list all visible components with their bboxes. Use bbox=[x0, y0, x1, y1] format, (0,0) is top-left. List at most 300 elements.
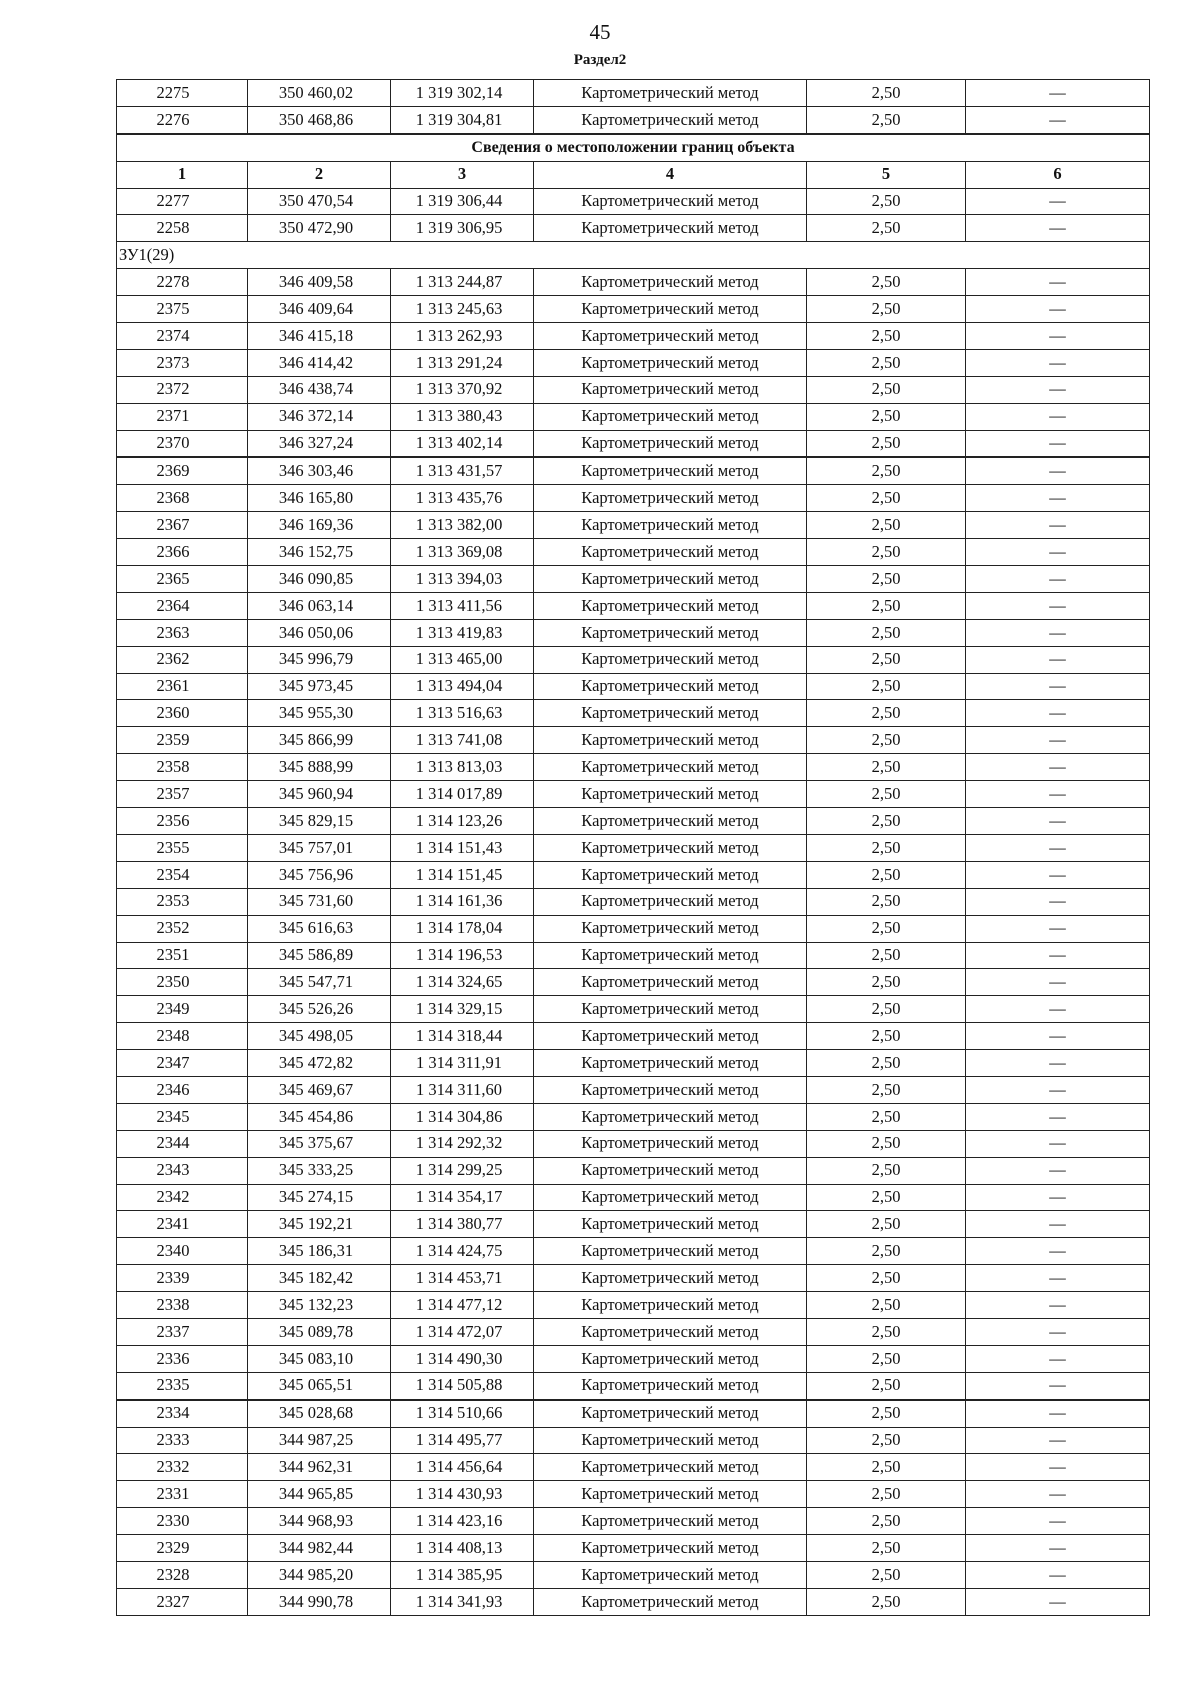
column-header: 2 bbox=[248, 161, 391, 188]
table-row bbox=[117, 188, 1150, 215]
table-row bbox=[117, 673, 1150, 700]
x-coordinate-cell: 345 498,05 bbox=[248, 1023, 391, 1050]
accuracy-cell: 2,50 bbox=[807, 1454, 966, 1481]
x-coordinate-cell: 346 152,75 bbox=[248, 539, 391, 566]
y-coordinate-cell: 1 314 161,36 bbox=[391, 888, 534, 915]
point-number-cell: 2358 bbox=[117, 754, 248, 781]
point-number-cell: 2338 bbox=[117, 1292, 248, 1319]
method-cell: Картометрический метод bbox=[534, 1103, 807, 1130]
method-cell: Картометрический метод bbox=[534, 754, 807, 781]
description-cell: — bbox=[966, 1400, 1150, 1427]
description-cell: — bbox=[966, 457, 1150, 484]
y-coordinate-cell: 1 314 341,93 bbox=[391, 1588, 534, 1615]
table-caption-row bbox=[117, 134, 1150, 161]
table-row bbox=[117, 700, 1150, 727]
table-row bbox=[117, 1588, 1150, 1615]
y-coordinate-cell: 1 314 292,32 bbox=[391, 1130, 534, 1157]
accuracy-cell: 2,50 bbox=[807, 1103, 966, 1130]
point-number-cell: 2347 bbox=[117, 1050, 248, 1077]
y-coordinate-cell: 1 313 402,14 bbox=[391, 430, 534, 457]
x-coordinate-cell: 345 472,82 bbox=[248, 1050, 391, 1077]
point-number-cell: 2344 bbox=[117, 1130, 248, 1157]
x-coordinate-cell: 350 472,90 bbox=[248, 215, 391, 242]
method-cell: Картометрический метод bbox=[534, 646, 807, 673]
x-coordinate-cell: 345 375,67 bbox=[248, 1130, 391, 1157]
point-number-cell: 2334 bbox=[117, 1400, 248, 1427]
y-coordinate-cell: 1 313 394,03 bbox=[391, 566, 534, 593]
point-number-cell: 2345 bbox=[117, 1103, 248, 1130]
accuracy-cell: 2,50 bbox=[807, 781, 966, 808]
accuracy-cell: 2,50 bbox=[807, 269, 966, 296]
x-coordinate-cell: 345 586,89 bbox=[248, 942, 391, 969]
accuracy-cell: 2,50 bbox=[807, 1292, 966, 1319]
accuracy-cell: 2,50 bbox=[807, 808, 966, 835]
x-coordinate-cell: 345 888,99 bbox=[248, 754, 391, 781]
y-coordinate-cell: 1 314 477,12 bbox=[391, 1292, 534, 1319]
accuracy-cell: 2,50 bbox=[807, 996, 966, 1023]
table-row bbox=[117, 80, 1150, 107]
description-cell: — bbox=[966, 1588, 1150, 1615]
accuracy-cell: 2,50 bbox=[807, 1050, 966, 1077]
point-number-cell: 2357 bbox=[117, 781, 248, 808]
x-coordinate-cell: 345 333,25 bbox=[248, 1157, 391, 1184]
x-coordinate-cell: 345 526,26 bbox=[248, 996, 391, 1023]
x-coordinate-cell: 346 409,64 bbox=[248, 296, 391, 323]
method-cell: Картометрический метод bbox=[534, 1050, 807, 1077]
point-number-cell: 2336 bbox=[117, 1345, 248, 1372]
description-cell: — bbox=[966, 1481, 1150, 1508]
column-header: 6 bbox=[966, 161, 1150, 188]
table-row bbox=[117, 1292, 1150, 1319]
accuracy-cell: 2,50 bbox=[807, 727, 966, 754]
point-number-cell: 2341 bbox=[117, 1211, 248, 1238]
method-cell: Картометрический метод bbox=[534, 1561, 807, 1588]
x-coordinate-cell: 344 982,44 bbox=[248, 1535, 391, 1562]
table-row bbox=[117, 1535, 1150, 1562]
y-coordinate-cell: 1 314 196,53 bbox=[391, 942, 534, 969]
accuracy-cell: 2,50 bbox=[807, 1318, 966, 1345]
method-cell: Картометрический метод bbox=[534, 1427, 807, 1454]
accuracy-cell: 2,50 bbox=[807, 942, 966, 969]
method-cell: Картометрический метод bbox=[534, 1211, 807, 1238]
method-cell: Картометрический метод bbox=[534, 106, 807, 133]
method-cell: Картометрический метод bbox=[534, 485, 807, 512]
x-coordinate-cell: 345 960,94 bbox=[248, 781, 391, 808]
accuracy-cell: 2,50 bbox=[807, 323, 966, 350]
description-cell: — bbox=[966, 1318, 1150, 1345]
point-number-cell: 2351 bbox=[117, 942, 248, 969]
description-cell: — bbox=[966, 996, 1150, 1023]
group-label-row bbox=[117, 242, 1150, 269]
point-number-cell: 2349 bbox=[117, 996, 248, 1023]
accuracy-cell: 2,50 bbox=[807, 1157, 966, 1184]
description-cell: — bbox=[966, 485, 1150, 512]
x-coordinate-cell: 346 409,58 bbox=[248, 269, 391, 296]
x-coordinate-cell: 345 756,96 bbox=[248, 861, 391, 888]
x-coordinate-cell: 344 965,85 bbox=[248, 1481, 391, 1508]
description-cell: — bbox=[966, 1023, 1150, 1050]
method-cell: Картометрический метод bbox=[534, 808, 807, 835]
accuracy-cell: 2,50 bbox=[807, 539, 966, 566]
point-number-cell: 2346 bbox=[117, 1076, 248, 1103]
accuracy-cell: 2,50 bbox=[807, 1372, 966, 1399]
description-cell: — bbox=[966, 430, 1150, 457]
description-cell: — bbox=[966, 754, 1150, 781]
point-number-cell: 2371 bbox=[117, 403, 248, 430]
accuracy-cell: 2,50 bbox=[807, 888, 966, 915]
table-caption: Сведения о местоположении границ объекта bbox=[117, 134, 1150, 161]
column-header: 5 bbox=[807, 161, 966, 188]
table-row bbox=[117, 619, 1150, 646]
y-coordinate-cell: 1 314 456,64 bbox=[391, 1454, 534, 1481]
point-number-cell: 2277 bbox=[117, 188, 248, 215]
description-cell: — bbox=[966, 1130, 1150, 1157]
table-row bbox=[117, 1157, 1150, 1184]
description-cell: — bbox=[966, 1535, 1150, 1562]
point-number-cell: 2275 bbox=[117, 80, 248, 107]
point-number-cell: 2337 bbox=[117, 1318, 248, 1345]
y-coordinate-cell: 1 319 302,14 bbox=[391, 80, 534, 107]
description-cell: — bbox=[966, 106, 1150, 133]
description-cell: — bbox=[966, 1561, 1150, 1588]
method-cell: Картометрический метод bbox=[534, 1318, 807, 1345]
y-coordinate-cell: 1 314 178,04 bbox=[391, 915, 534, 942]
accuracy-cell: 2,50 bbox=[807, 1481, 966, 1508]
x-coordinate-cell: 345 186,31 bbox=[248, 1238, 391, 1265]
y-coordinate-cell: 1 314 505,88 bbox=[391, 1372, 534, 1399]
y-coordinate-cell: 1 313 435,76 bbox=[391, 485, 534, 512]
y-coordinate-cell: 1 314 453,71 bbox=[391, 1265, 534, 1292]
x-coordinate-cell: 345 547,71 bbox=[248, 969, 391, 996]
method-cell: Картометрический метод bbox=[534, 915, 807, 942]
table-row bbox=[117, 215, 1150, 242]
method-cell: Картометрический метод bbox=[534, 1157, 807, 1184]
description-cell: — bbox=[966, 1076, 1150, 1103]
description-cell: — bbox=[966, 673, 1150, 700]
accuracy-cell: 2,50 bbox=[807, 861, 966, 888]
description-cell: — bbox=[966, 781, 1150, 808]
point-number-cell: 2328 bbox=[117, 1561, 248, 1588]
accuracy-cell: 2,50 bbox=[807, 215, 966, 242]
table-row bbox=[117, 592, 1150, 619]
table-row bbox=[117, 566, 1150, 593]
description-cell: — bbox=[966, 1050, 1150, 1077]
point-number-cell: 2332 bbox=[117, 1454, 248, 1481]
description-cell: — bbox=[966, 1508, 1150, 1535]
accuracy-cell: 2,50 bbox=[807, 1238, 966, 1265]
x-coordinate-cell: 346 415,18 bbox=[248, 323, 391, 350]
method-cell: Картометрический метод bbox=[534, 539, 807, 566]
y-coordinate-cell: 1 314 123,26 bbox=[391, 808, 534, 835]
method-cell: Картометрический метод bbox=[534, 376, 807, 403]
y-coordinate-cell: 1 313 516,63 bbox=[391, 700, 534, 727]
method-cell: Картометрический метод bbox=[534, 1076, 807, 1103]
x-coordinate-cell: 344 985,20 bbox=[248, 1561, 391, 1588]
y-coordinate-cell: 1 314 311,60 bbox=[391, 1076, 534, 1103]
accuracy-cell: 2,50 bbox=[807, 566, 966, 593]
accuracy-cell: 2,50 bbox=[807, 1508, 966, 1535]
y-coordinate-cell: 1 313 262,93 bbox=[391, 323, 534, 350]
table-row bbox=[117, 376, 1150, 403]
y-coordinate-cell: 1 314 380,77 bbox=[391, 1211, 534, 1238]
point-number-cell: 2352 bbox=[117, 915, 248, 942]
y-coordinate-cell: 1 313 419,83 bbox=[391, 619, 534, 646]
method-cell: Картометрический метод bbox=[534, 727, 807, 754]
x-coordinate-cell: 346 414,42 bbox=[248, 349, 391, 376]
y-coordinate-cell: 1 313 813,03 bbox=[391, 754, 534, 781]
point-number-cell: 2276 bbox=[117, 106, 248, 133]
y-coordinate-cell: 1 314 408,13 bbox=[391, 1535, 534, 1562]
y-coordinate-cell: 1 314 354,17 bbox=[391, 1184, 534, 1211]
point-number-cell: 2365 bbox=[117, 566, 248, 593]
accuracy-cell: 2,50 bbox=[807, 915, 966, 942]
description-cell: — bbox=[966, 1345, 1150, 1372]
method-cell: Картометрический метод bbox=[534, 296, 807, 323]
point-number-cell: 2331 bbox=[117, 1481, 248, 1508]
x-coordinate-cell: 346 327,24 bbox=[248, 430, 391, 457]
point-number-cell: 2375 bbox=[117, 296, 248, 323]
table-row bbox=[117, 1561, 1150, 1588]
point-number-cell: 2342 bbox=[117, 1184, 248, 1211]
method-cell: Картометрический метод bbox=[534, 888, 807, 915]
y-coordinate-cell: 1 313 291,24 bbox=[391, 349, 534, 376]
table-row bbox=[117, 1238, 1150, 1265]
y-coordinate-cell: 1 314 151,43 bbox=[391, 834, 534, 861]
table-row bbox=[117, 1427, 1150, 1454]
point-number-cell: 2361 bbox=[117, 673, 248, 700]
description-cell: — bbox=[966, 1238, 1150, 1265]
section-title: Раздел2 bbox=[573, 52, 627, 68]
point-number-cell: 2258 bbox=[117, 215, 248, 242]
point-number-cell: 2343 bbox=[117, 1157, 248, 1184]
table-row bbox=[117, 1318, 1150, 1345]
table-row bbox=[117, 1400, 1150, 1427]
x-coordinate-cell: 345 866,99 bbox=[248, 727, 391, 754]
accuracy-cell: 2,50 bbox=[807, 80, 966, 107]
description-cell: — bbox=[966, 861, 1150, 888]
x-coordinate-cell: 346 063,14 bbox=[248, 592, 391, 619]
description-cell: — bbox=[966, 349, 1150, 376]
y-coordinate-cell: 1 314 472,07 bbox=[391, 1318, 534, 1345]
x-coordinate-cell: 345 955,30 bbox=[248, 700, 391, 727]
point-number-cell: 2333 bbox=[117, 1427, 248, 1454]
accuracy-cell: 2,50 bbox=[807, 834, 966, 861]
point-number-cell: 2364 bbox=[117, 592, 248, 619]
point-number-cell: 2330 bbox=[117, 1508, 248, 1535]
description-cell: — bbox=[966, 1454, 1150, 1481]
accuracy-cell: 2,50 bbox=[807, 700, 966, 727]
method-cell: Картометрический метод bbox=[534, 592, 807, 619]
method-cell: Картометрический метод bbox=[534, 1535, 807, 1562]
description-cell: — bbox=[966, 969, 1150, 996]
table-row bbox=[117, 106, 1150, 133]
x-coordinate-cell: 345 182,42 bbox=[248, 1265, 391, 1292]
y-coordinate-cell: 1 314 490,30 bbox=[391, 1345, 534, 1372]
method-cell: Картометрический метод bbox=[534, 430, 807, 457]
method-cell: Картометрический метод bbox=[534, 834, 807, 861]
table-row bbox=[117, 942, 1150, 969]
accuracy-cell: 2,50 bbox=[807, 1076, 966, 1103]
accuracy-cell: 2,50 bbox=[807, 1130, 966, 1157]
method-cell: Картометрический метод bbox=[534, 403, 807, 430]
y-coordinate-cell: 1 313 370,92 bbox=[391, 376, 534, 403]
table-row bbox=[117, 915, 1150, 942]
description-cell: — bbox=[966, 619, 1150, 646]
point-number-cell: 2350 bbox=[117, 969, 248, 996]
description-cell: — bbox=[966, 915, 1150, 942]
method-cell: Картометрический метод bbox=[534, 1481, 807, 1508]
boundary-coordinates-table bbox=[116, 79, 1150, 1616]
table-row bbox=[117, 485, 1150, 512]
x-coordinate-cell: 346 090,85 bbox=[248, 566, 391, 593]
x-coordinate-cell: 344 962,31 bbox=[248, 1454, 391, 1481]
method-cell: Картометрический метод bbox=[534, 996, 807, 1023]
x-coordinate-cell: 345 083,10 bbox=[248, 1345, 391, 1372]
x-coordinate-cell: 345 065,51 bbox=[248, 1372, 391, 1399]
x-coordinate-cell: 350 460,02 bbox=[248, 80, 391, 107]
method-cell: Картометрический метод bbox=[534, 1023, 807, 1050]
accuracy-cell: 2,50 bbox=[807, 619, 966, 646]
table-row bbox=[117, 1372, 1150, 1399]
x-coordinate-cell: 350 470,54 bbox=[248, 188, 391, 215]
table-row bbox=[117, 457, 1150, 484]
y-coordinate-cell: 1 314 017,89 bbox=[391, 781, 534, 808]
table-row bbox=[117, 969, 1150, 996]
accuracy-cell: 2,50 bbox=[807, 1265, 966, 1292]
table-body bbox=[117, 80, 1150, 1616]
point-number-cell: 2335 bbox=[117, 1372, 248, 1399]
y-coordinate-cell: 1 313 382,00 bbox=[391, 512, 534, 539]
method-cell: Картометрический метод bbox=[534, 188, 807, 215]
y-coordinate-cell: 1 314 423,16 bbox=[391, 1508, 534, 1535]
x-coordinate-cell: 344 990,78 bbox=[248, 1588, 391, 1615]
point-number-cell: 2354 bbox=[117, 861, 248, 888]
accuracy-cell: 2,50 bbox=[807, 1427, 966, 1454]
table-row bbox=[117, 781, 1150, 808]
accuracy-cell: 2,50 bbox=[807, 1211, 966, 1238]
x-coordinate-cell: 346 303,46 bbox=[248, 457, 391, 484]
method-cell: Картометрический метод bbox=[534, 619, 807, 646]
table-row bbox=[117, 403, 1150, 430]
table-header-row bbox=[117, 161, 1150, 188]
table-row bbox=[117, 1454, 1150, 1481]
method-cell: Картометрический метод bbox=[534, 1292, 807, 1319]
method-cell: Картометрический метод bbox=[534, 457, 807, 484]
description-cell: — bbox=[966, 808, 1150, 835]
x-coordinate-cell: 346 438,74 bbox=[248, 376, 391, 403]
method-cell: Картометрический метод bbox=[534, 1588, 807, 1615]
page-number: 45 bbox=[589, 20, 611, 44]
table-row bbox=[117, 539, 1150, 566]
method-cell: Картометрический метод bbox=[534, 942, 807, 969]
description-cell: — bbox=[966, 376, 1150, 403]
table-row bbox=[117, 834, 1150, 861]
y-coordinate-cell: 1 313 465,00 bbox=[391, 646, 534, 673]
x-coordinate-cell: 345 996,79 bbox=[248, 646, 391, 673]
description-cell: — bbox=[966, 592, 1150, 619]
x-coordinate-cell: 345 469,67 bbox=[248, 1076, 391, 1103]
y-coordinate-cell: 1 314 299,25 bbox=[391, 1157, 534, 1184]
table-row bbox=[117, 996, 1150, 1023]
table-row bbox=[117, 727, 1150, 754]
table-row bbox=[117, 1130, 1150, 1157]
x-coordinate-cell: 345 274,15 bbox=[248, 1184, 391, 1211]
x-coordinate-cell: 344 987,25 bbox=[248, 1427, 391, 1454]
table-row bbox=[117, 861, 1150, 888]
description-cell: — bbox=[966, 539, 1150, 566]
table-row bbox=[117, 888, 1150, 915]
point-number-cell: 2367 bbox=[117, 512, 248, 539]
description-cell: — bbox=[966, 80, 1150, 107]
method-cell: Картометрический метод bbox=[534, 1372, 807, 1399]
method-cell: Картометрический метод bbox=[534, 1238, 807, 1265]
point-number-cell: 2356 bbox=[117, 808, 248, 835]
x-coordinate-cell: 345 616,63 bbox=[248, 915, 391, 942]
method-cell: Картометрический метод bbox=[534, 781, 807, 808]
column-header: 1 bbox=[117, 161, 248, 188]
y-coordinate-cell: 1 313 244,87 bbox=[391, 269, 534, 296]
method-cell: Картометрический метод bbox=[534, 969, 807, 996]
accuracy-cell: 2,50 bbox=[807, 106, 966, 133]
point-number-cell: 2359 bbox=[117, 727, 248, 754]
point-number-cell: 2374 bbox=[117, 323, 248, 350]
y-coordinate-cell: 1 314 495,77 bbox=[391, 1427, 534, 1454]
method-cell: Картометрический метод bbox=[534, 269, 807, 296]
description-cell: — bbox=[966, 323, 1150, 350]
description-cell: — bbox=[966, 942, 1150, 969]
x-coordinate-cell: 350 468,86 bbox=[248, 106, 391, 133]
table-row bbox=[117, 754, 1150, 781]
method-cell: Картометрический метод bbox=[534, 1345, 807, 1372]
y-coordinate-cell: 1 314 318,44 bbox=[391, 1023, 534, 1050]
method-cell: Картометрический метод bbox=[534, 1454, 807, 1481]
description-cell: — bbox=[966, 512, 1150, 539]
y-coordinate-cell: 1 314 510,66 bbox=[391, 1400, 534, 1427]
description-cell: — bbox=[966, 1184, 1150, 1211]
table-row bbox=[117, 296, 1150, 323]
method-cell: Картометрический метод bbox=[534, 323, 807, 350]
table-row bbox=[117, 1265, 1150, 1292]
point-number-cell: 2340 bbox=[117, 1238, 248, 1265]
point-number-cell: 2278 bbox=[117, 269, 248, 296]
x-coordinate-cell: 345 829,15 bbox=[248, 808, 391, 835]
method-cell: Картометрический метод bbox=[534, 700, 807, 727]
table-row bbox=[117, 808, 1150, 835]
accuracy-cell: 2,50 bbox=[807, 592, 966, 619]
description-cell: — bbox=[966, 1265, 1150, 1292]
point-number-cell: 2363 bbox=[117, 619, 248, 646]
method-cell: Картометрический метод bbox=[534, 80, 807, 107]
table-row bbox=[117, 1050, 1150, 1077]
table-row bbox=[117, 323, 1150, 350]
y-coordinate-cell: 1 314 385,95 bbox=[391, 1561, 534, 1588]
method-cell: Картометрический метод bbox=[534, 512, 807, 539]
accuracy-cell: 2,50 bbox=[807, 673, 966, 700]
y-coordinate-cell: 1 319 306,95 bbox=[391, 215, 534, 242]
x-coordinate-cell: 346 165,80 bbox=[248, 485, 391, 512]
method-cell: Картометрический метод bbox=[534, 1508, 807, 1535]
description-cell: — bbox=[966, 834, 1150, 861]
table-row bbox=[117, 430, 1150, 457]
accuracy-cell: 2,50 bbox=[807, 754, 966, 781]
description-cell: — bbox=[966, 296, 1150, 323]
table-row bbox=[117, 269, 1150, 296]
description-cell: — bbox=[966, 215, 1150, 242]
method-cell: Картометрический метод bbox=[534, 861, 807, 888]
description-cell: — bbox=[966, 269, 1150, 296]
accuracy-cell: 2,50 bbox=[807, 188, 966, 215]
description-cell: — bbox=[966, 1292, 1150, 1319]
